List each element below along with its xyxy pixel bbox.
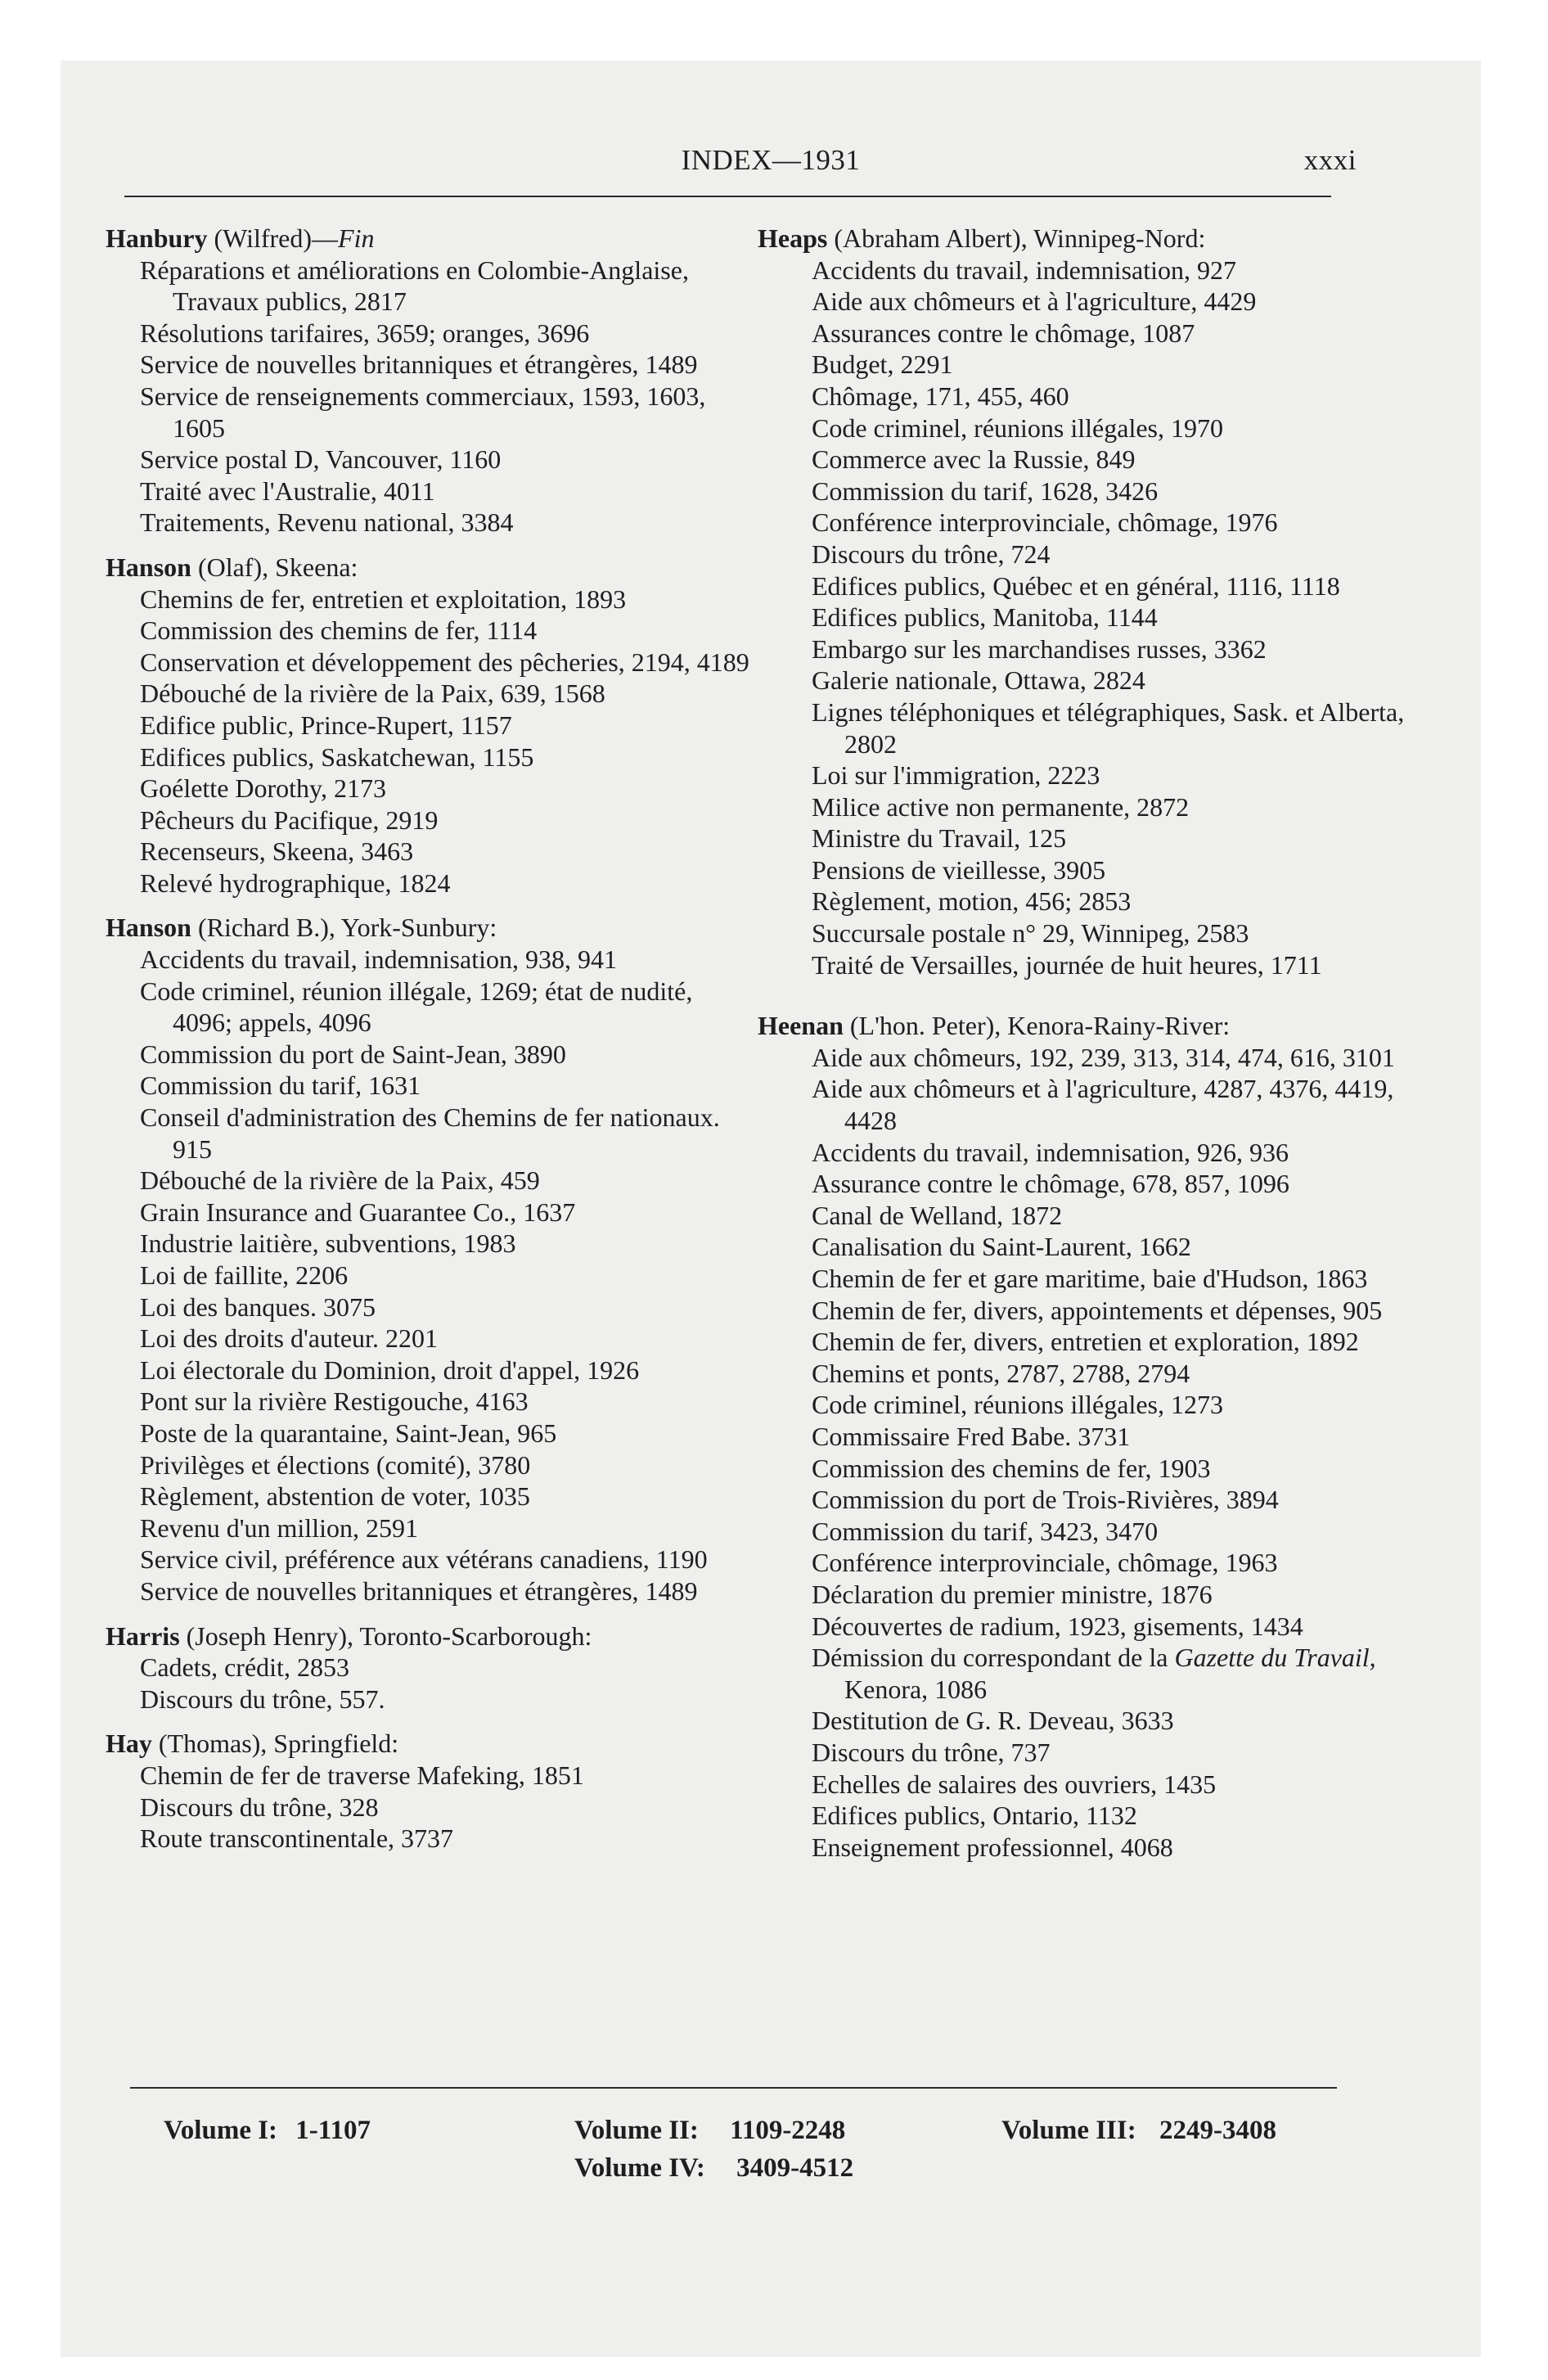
index-subentry	[758, 1642, 1424, 1705]
index-subentry: Canal de Welland, 1872	[812, 1200, 1063, 1230]
index-subentry: Règlement, abstention de voter, 1035	[140, 1481, 530, 1512]
volume-1-label: Volume I:	[164, 2116, 278, 2145]
index-entry-heading	[758, 223, 1424, 255]
member-name: Hay	[106, 1729, 152, 1759]
index-subentry: Embargo sur les marchandises russes, 3362	[812, 633, 1267, 664]
index-subentry: Destitution de G. R. Deveau, 3633	[812, 1706, 1174, 1736]
index-subentry: Loi des droits d'auteur. 2201	[140, 1323, 438, 1354]
member-name: Hanson	[106, 913, 191, 943]
page-number: xxxi	[1303, 144, 1357, 176]
heading-continuation: Fin	[338, 223, 375, 253]
left-column	[106, 223, 752, 1855]
index-subentry: Budget, 2291	[812, 349, 953, 380]
index-subentry: Succursale postale n° 29, Winnipeg, 2583	[812, 918, 1249, 949]
index-subentry: Découvertes de radium, 1923, gisements, 1434	[812, 1611, 1303, 1641]
volume-2-label: Volume II:	[574, 2116, 699, 2145]
index-subentry: Edifices publics, Manitoba, 1144	[812, 602, 1158, 633]
index-subentry: Commission du tarif, 3423, 3470	[812, 1516, 1159, 1546]
index-subentry: Pont sur la rivière Restigouche, 4163	[140, 1386, 529, 1417]
index-subentry: Chemins et ponts, 2787, 2788, 2794	[812, 1358, 1190, 1388]
index-subentry: Conférence interprovinciale, chômage, 1976	[812, 507, 1278, 538]
index-subentry: Aide aux chômeurs, 192, 239, 313, 314, 474, 616, 3101	[812, 1042, 1395, 1072]
index-entry-heading	[106, 552, 752, 584]
index-subentry: Pêcheurs du Pacifique, 2919	[140, 805, 439, 835]
index-subentry: Revenu d'un million, 2591	[140, 1512, 418, 1543]
index-subentry: Recenseurs, Skeena, 3463	[140, 836, 414, 867]
index-subentry: Enseignement professionnel, 4068	[812, 1832, 1173, 1862]
index-subentry: Aide aux chômeurs et à l'agriculture, 4287, 4376, 4419, 4428	[812, 1074, 1394, 1136]
index-subentry: Service civil, préférence aux vétérans canadiens, 1190	[140, 1544, 708, 1575]
index-subentry: Accidents du travail, indemnisation, 938, 941	[140, 944, 617, 975]
volume-1-range: 1-1107	[295, 2116, 371, 2145]
member-name: Hanbury	[106, 223, 208, 253]
member-riding: (Wilfred)—	[207, 223, 339, 253]
index-subentry: Résolutions tarifaires, 3659; oranges, 3696	[140, 318, 590, 348]
volume-2-key	[574, 2112, 853, 2187]
running-header	[61, 144, 1481, 185]
index-subentry: Edifices publics, Québec et en général, 1116, 1118	[812, 570, 1340, 601]
index-subentry: Milice active non permanente, 2872	[812, 791, 1190, 822]
index-subentry: Commission du port de Trois-Rivières, 3894	[812, 1485, 1279, 1515]
index-subentry: Commissaire Fred Babe. 3731	[812, 1421, 1131, 1451]
index-entry-heading	[106, 223, 752, 255]
index-subentry: Accidents du travail, indemnisation, 926, 936	[812, 1137, 1289, 1167]
publication-title: Gazette du Travail,	[1174, 1643, 1376, 1673]
index-subentry: Commission du tarif, 1631	[140, 1071, 421, 1101]
index-entry-heading	[106, 1620, 752, 1652]
index-subentry: Discours du trône, 557.	[140, 1684, 385, 1714]
index-subentry: Echelles de salaires des ouvriers, 1435	[812, 1769, 1217, 1799]
index-subentry: Loi de faillite, 2206	[140, 1260, 349, 1290]
member-name: Harris	[106, 1620, 180, 1651]
index-subentry: Relevé hydrographique, 1824	[140, 868, 451, 898]
index-subentry: Commerce avec la Russie, 849	[812, 444, 1136, 475]
index-subentry: Privilèges et élections (comité), 3780	[140, 1449, 531, 1480]
index-subentry: Cadets, crédit, 2853	[140, 1652, 349, 1683]
index-subentry: Canalisation du Saint-Laurent, 1662	[812, 1232, 1191, 1262]
index-subentry: Route transcontinentale, 3737	[140, 1823, 454, 1854]
index-subentry: Traitements, Revenu national, 3384	[140, 507, 514, 538]
index-subentry: Lignes téléphoniques et télégraphiques, Sask. et Alberta, 2802	[812, 696, 1405, 759]
index-subentry: Pensions de vieillesse, 3905	[812, 854, 1106, 885]
index-subentry: Débouché de la rivière de la Paix, 459	[140, 1165, 540, 1196]
index-subentry: Loi sur l'immigration, 2223	[812, 760, 1100, 791]
index-subentry: Règlement, motion, 456; 2853	[812, 886, 1132, 917]
volume-4-label: Volume IV:	[574, 2153, 705, 2183]
index-subentry: Réparations et améliorations en Colombie-Anglaise, Travaux publics, 2817	[140, 255, 689, 317]
index-subentry: Traité avec l'Australie, 4011	[140, 476, 435, 506]
member-riding: (Olaf), Skeena:	[191, 552, 358, 582]
volume-3-label: Volume III:	[1001, 2116, 1136, 2145]
member-riding: (L'hon. Peter), Kenora-Rainy-River:	[843, 1011, 1231, 1041]
index-subentry: Commission des chemins de fer, 1114	[140, 615, 538, 646]
footer-rule	[130, 2087, 1337, 2089]
index-subentry: Traité de Versailles, journée de huit heures, 1711	[812, 949, 1322, 980]
index-subentry: Edifices publics, Saskatchewan, 1155	[140, 741, 534, 772]
member-name: Heenan	[758, 1011, 844, 1041]
index-subentry: Accidents du travail, indemnisation, 927	[812, 255, 1236, 285]
member-name: Hanson	[106, 552, 191, 582]
volume-3-key	[1001, 2112, 1276, 2149]
subentry-text: Démission du correspondant de la	[812, 1643, 1175, 1673]
index-subentry: Service de nouvelles britanniques et étrangères, 1489	[140, 349, 698, 380]
index-subentry: Conservation et développement des pêcheries, 2194, 4189	[140, 647, 749, 677]
index-subentry: Chemin de fer, divers, appointements et dépenses, 905	[812, 1295, 1383, 1325]
index-subentry: Chômage, 171, 455, 460	[812, 381, 1069, 411]
index-subentry: Industrie laitière, subventions, 1983	[140, 1228, 516, 1259]
index-subentry: Edifices publics, Ontario, 1132	[812, 1801, 1137, 1831]
index-subentry: Débouché de la rivière de la Paix, 639, 1568	[140, 678, 605, 709]
index-subentry: Chemins de fer, entretien et exploitation, 1893	[140, 584, 627, 614]
index-subentry: Grain Insurance and Guarantee Co., 1637	[140, 1197, 576, 1227]
index-subentry: Conférence interprovinciale, chômage, 1963	[812, 1548, 1278, 1578]
index-title: INDEX—1931	[681, 144, 861, 176]
index-subentry: Galerie nationale, Ottawa, 2824	[812, 665, 1145, 696]
index-subentry: Loi électorale du Dominion, droit d'appel, 1926	[140, 1355, 640, 1385]
index-subentry: Chemin de fer et gare maritime, baie d'Hudson, 1863	[812, 1264, 1368, 1293]
index-subentry: Déclaration du premier ministre, 1876	[812, 1579, 1213, 1609]
index-subentry: Code criminel, réunions illégales, 1273	[812, 1390, 1223, 1420]
index-subentry: Commission du port de Saint-Jean, 3890	[140, 1039, 566, 1069]
index-subentry: Edifice public, Prince-Rupert, 1157	[140, 710, 512, 740]
index-subentry: Chemin de fer de traverse Mafeking, 1851	[140, 1760, 584, 1790]
index-subentry: Ministre du Travail, 125	[812, 823, 1067, 854]
member-riding: (Richard B.), York-Sunbury:	[191, 913, 497, 943]
index-subentry: Aide aux chômeurs et à l'agriculture, 4429	[812, 286, 1257, 317]
index-subentry: Commission du tarif, 1628, 3426	[812, 476, 1159, 506]
index-entry-heading	[106, 1728, 752, 1760]
index-subentry: Commission des chemins de fer, 1903	[812, 1453, 1211, 1483]
volume-4-range: 3409-4512	[736, 2153, 854, 2183]
index-entry-heading	[106, 912, 752, 944]
index-subentry: Code criminel, réunions illégales, 1970	[812, 412, 1223, 443]
page-sheet	[61, 61, 1481, 2357]
header-rule	[124, 196, 1331, 197]
index-subentry: Poste de la quarantaine, Saint-Jean, 965	[140, 1418, 557, 1448]
index-subentry: Code criminel, réunion illégale, 1269; état de nudité, 4096; appels, 4096	[140, 976, 693, 1038]
index-entry-heading	[758, 1010, 1424, 1042]
volume-2-range: 1109-2248	[730, 2116, 846, 2145]
index-subentry: Assurance contre le chômage, 678, 857, 1096	[812, 1169, 1289, 1199]
volume-3-range: 2249-3408	[1159, 2116, 1276, 2145]
index-subentry: Discours du trône, 724	[812, 539, 1051, 569]
member-riding: (Thomas), Springfield:	[151, 1729, 399, 1759]
index-subentry: Service postal D, Vancouver, 1160	[140, 444, 502, 475]
index-subentry: Conseil d'administration des Chemins de fer nationaux. 915	[140, 1102, 720, 1164]
volume-1-key	[164, 2112, 371, 2149]
index-subentry: Discours du trône, 737	[812, 1737, 1051, 1767]
member-riding: (Abraham Albert), Winnipeg-Nord:	[827, 223, 1206, 253]
index-subentry: Service de renseignements commerciaux, 1593, 1603, 1605	[140, 381, 706, 443]
index-subentry: Service de nouvelles britanniques et étrangères, 1489	[140, 1575, 698, 1606]
right-column	[758, 223, 1424, 1863]
index-subentry: Loi des banques. 3075	[140, 1291, 376, 1322]
index-subentry: Chemin de fer, divers, entretien et exploration, 1892	[812, 1327, 1359, 1357]
index-subentry: Assurances contre le chômage, 1087	[812, 318, 1195, 348]
index-subentry: Goélette Dorothy, 2173	[140, 773, 386, 804]
subentry-text: Kenora, 1086	[844, 1674, 988, 1704]
member-name: Heaps	[758, 223, 828, 253]
index-subentry: Discours du trône, 328	[140, 1792, 379, 1822]
member-riding: (Joseph Henry), Toronto-Scarborough:	[179, 1620, 592, 1651]
